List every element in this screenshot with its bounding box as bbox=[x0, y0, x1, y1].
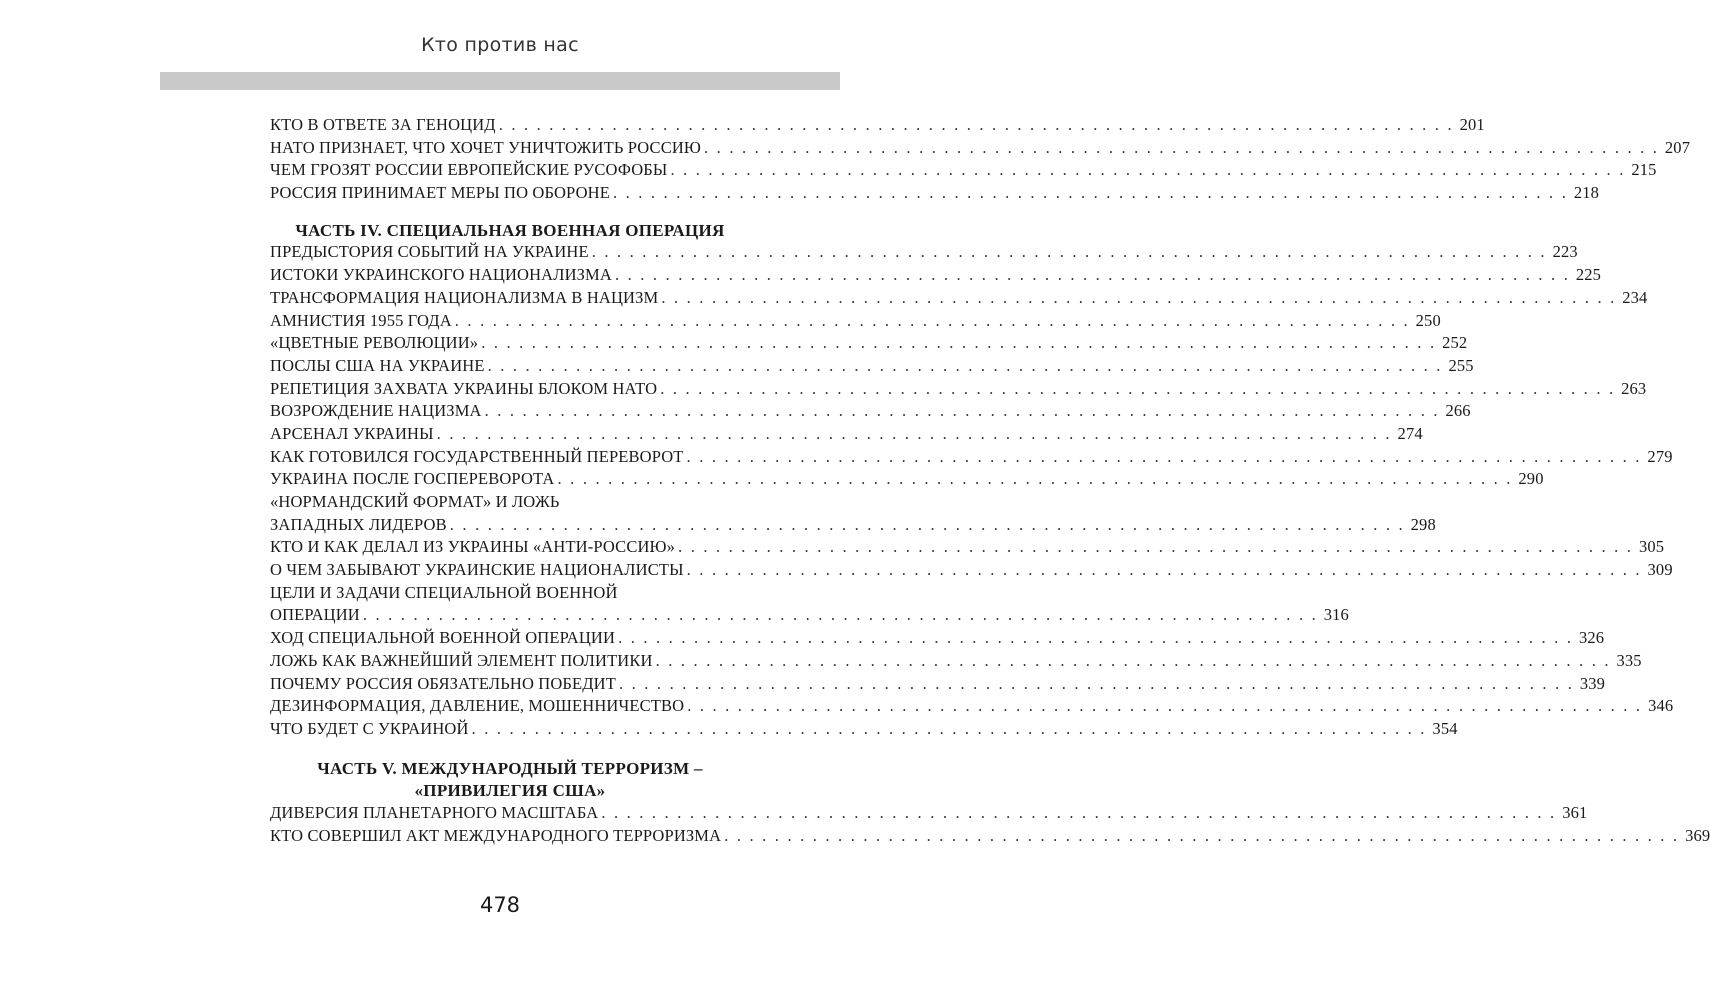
toc-entry-page: 234 bbox=[1622, 287, 1648, 307]
toc-entry-page: 225 bbox=[1575, 265, 1602, 285]
toc-entry-title: АРСЕНАЛ УКРАИНЫ bbox=[270, 423, 434, 443]
toc-entry-title: КТО СОВЕРШИЛ АКТ МЕЖДУНАРОДНОГО ТЕРРОРИЗМА bbox=[270, 825, 722, 845]
leader-dots bbox=[687, 560, 1642, 580]
toc-entry-title: ЛОЖЬ КАК ВАЖНЕЙШИЙ ЭЛЕМЕНТ ПОЛИТИКИ bbox=[270, 650, 653, 670]
toc-section-continued bbox=[270, 115, 1691, 206]
toc-entry-title: КТО В ОТВЕТЕ ЗА ГЕНОЦИД bbox=[270, 115, 496, 134]
toc-entry[interactable] bbox=[270, 514, 1436, 538]
toc-entry[interactable] bbox=[270, 378, 1647, 402]
running-head: Кто против нас bbox=[421, 34, 579, 56]
toc-entry-page: 326 bbox=[1578, 628, 1605, 648]
toc-entry-title: ПОЧЕМУ РОССИЯ ОБЯЗАТЕЛЬНО ПОБЕДИТ bbox=[270, 673, 616, 693]
part-4-entries bbox=[270, 242, 1673, 492]
toc-entry-title: ИСТОКИ УКРАИНСКОГО НАЦИОНАЛИЗМА bbox=[270, 265, 612, 285]
toc-entry-title: ПРЕДЫСТОРИЯ СОБЫТИЙ НА УКРАИНЕ bbox=[270, 242, 589, 262]
toc-entry-title: «ЦВЕТНЫЕ РЕВОЛЮЦИИ» bbox=[270, 333, 479, 353]
leader-dots bbox=[618, 628, 1573, 648]
part-5-entries bbox=[270, 802, 1710, 848]
toc-entry-page: 316 bbox=[1323, 605, 1349, 625]
toc-entry-title: ДИВЕРСИЯ ПЛАНЕТАРНОГО МАСШТАБА bbox=[270, 802, 599, 822]
leader-dots bbox=[661, 288, 1616, 308]
leader-dots bbox=[488, 356, 1443, 376]
toc-entry-page: 250 bbox=[1415, 310, 1441, 330]
toc-entry[interactable] bbox=[270, 825, 1710, 849]
part-5-heading-line-1: ЧАСТЬ V. МЕЖДУНАРОДНЫЙ ТЕРРОРИЗМ – bbox=[317, 758, 703, 778]
toc-entry[interactable] bbox=[270, 242, 1578, 265]
leader-dots bbox=[670, 160, 1625, 180]
toc-entry-title: АМНИСТИЯ 1955 ГОДА bbox=[270, 310, 452, 330]
toc-entry[interactable] bbox=[270, 802, 1588, 826]
toc-entry[interactable] bbox=[270, 628, 1605, 651]
leader-dots bbox=[472, 719, 1427, 739]
toc-entry-page: 354 bbox=[1432, 718, 1458, 738]
leader-dots bbox=[619, 674, 1574, 694]
toc-entry-page: 201 bbox=[1459, 115, 1485, 134]
toc-entry-title: ВОЗРОЖДЕНИЕ НАЦИЗМА bbox=[270, 401, 482, 421]
toc-entry-page: 255 bbox=[1448, 355, 1474, 375]
toc-entry-title: ОПЕРАЦИИ bbox=[270, 605, 360, 625]
part-4-entries bbox=[270, 537, 1673, 582]
part-4-entries bbox=[270, 628, 1674, 741]
toc-entry[interactable] bbox=[270, 183, 1600, 206]
toc-entry-page: 369 bbox=[1685, 825, 1710, 845]
toc-entry[interactable] bbox=[270, 355, 1474, 379]
toc-entry-page: 266 bbox=[1445, 401, 1471, 421]
leader-dots bbox=[437, 424, 1392, 444]
leader-dots bbox=[660, 379, 1615, 399]
toc-entry-title: «НОРМАНДСКИЙ ФОРМАТ» И ЛОЖЬ bbox=[270, 492, 560, 512]
table-of-contents bbox=[270, 115, 1710, 848]
toc-entry-title: ХОД СПЕЦИАЛЬНОЙ ВОЕННОЙ ОПЕРАЦИИ bbox=[270, 628, 616, 648]
toc-entry-page: 305 bbox=[1638, 537, 1665, 557]
leader-dots bbox=[592, 242, 1547, 262]
toc-entry-title: ЧЕМ ГРОЗЯТ РОССИИ ЕВРОПЕЙСКИЕ РУСОФОБЫ bbox=[270, 160, 668, 180]
toc-entry-title: УКРАИНА ПОСЛЕ ГОСПЕРЕВОРОТА bbox=[270, 469, 555, 489]
leader-dots bbox=[485, 401, 1440, 421]
toc-entry-title: РЕПЕТИЦИЯ ЗАХВАТА УКРАИНЫ БЛОКОМ НАТО bbox=[270, 378, 658, 398]
toc-entry[interactable] bbox=[270, 446, 1673, 470]
leader-dots bbox=[455, 311, 1410, 331]
toc-entry[interactable] bbox=[270, 469, 1544, 492]
toc-entry-title: ТРАНСФОРМАЦИЯ НАЦИОНАЛИЗМА В НАЦИЗМ bbox=[270, 287, 659, 307]
toc-entry[interactable] bbox=[270, 605, 1349, 628]
page-number: 478 bbox=[479, 893, 521, 917]
leader-dots bbox=[724, 826, 1679, 846]
toc-entry-page: 223 bbox=[1552, 242, 1578, 262]
toc-entry[interactable] bbox=[270, 492, 750, 515]
toc-entry[interactable] bbox=[270, 537, 1665, 560]
toc-entry-title: КАК ГОТОВИЛСЯ ГОСУДАРСТВЕННЫЙ ПЕРЕВОРОТ bbox=[270, 446, 684, 466]
leader-dots bbox=[363, 605, 1318, 625]
toc-entry[interactable] bbox=[270, 718, 1458, 742]
toc-entry[interactable] bbox=[270, 265, 1602, 288]
leader-dots bbox=[615, 265, 1570, 285]
toc-entry-page: 361 bbox=[1562, 802, 1588, 822]
leader-dots bbox=[558, 469, 1513, 489]
toc-entry-title: ПОСЛЫ США НА УКРАИНЕ bbox=[270, 355, 485, 375]
toc-entry[interactable] bbox=[270, 560, 1673, 583]
toc-entry[interactable] bbox=[270, 423, 1423, 447]
leader-dots bbox=[678, 537, 1633, 557]
toc-entry[interactable] bbox=[270, 673, 1606, 697]
toc-entry[interactable] bbox=[270, 650, 1642, 674]
part-5-heading-line-2: «ПРИВИЛЕГИЯ США» bbox=[414, 781, 606, 801]
toc-entry[interactable] bbox=[270, 287, 1648, 311]
toc-entry[interactable] bbox=[270, 401, 1471, 424]
toc-entry-page: 279 bbox=[1647, 446, 1673, 466]
header-bar bbox=[160, 72, 840, 90]
toc-entry[interactable] bbox=[270, 160, 1657, 183]
leader-dots bbox=[450, 515, 1405, 535]
toc-entry-page: 207 bbox=[1664, 137, 1691, 157]
leader-dots bbox=[613, 183, 1568, 203]
toc-entry[interactable] bbox=[270, 583, 750, 606]
leader-dots bbox=[499, 115, 1454, 135]
leader-dots bbox=[704, 138, 1659, 158]
toc-entry-title: ЗАПАДНЫХ ЛИДЕРОВ bbox=[270, 514, 447, 534]
leader-dots bbox=[687, 447, 1642, 467]
toc-entry-title: РОССИЯ ПРИНИМАЕТ МЕРЫ ПО ОБОРОНЕ bbox=[270, 183, 610, 203]
toc-entry-page: 215 bbox=[1631, 160, 1657, 180]
toc-entry-page: 290 bbox=[1518, 469, 1544, 489]
toc-entry-title: ЧТО БУДЕТ С УКРАИНОЙ bbox=[270, 718, 469, 738]
toc-entry[interactable] bbox=[270, 137, 1691, 161]
leader-dots bbox=[656, 651, 1611, 671]
toc-entry-title: КТО И КАК ДЕЛАЛ ИЗ УКРАИНЫ «АНТИ-РОССИЮ» bbox=[270, 537, 676, 557]
toc-entry-page: 252 bbox=[1442, 333, 1468, 353]
toc-entry-title: НАТО ПРИЗНАЕТ, ЧТО ХОЧЕТ УНИЧТОЖИТЬ РОССИЮ bbox=[270, 137, 702, 157]
toc-entry-page: 274 bbox=[1397, 423, 1423, 443]
toc-entry-title: О ЧЕМ ЗАБЫВАЮТ УКРАИНСКИЕ НАЦИОНАЛИСТЫ bbox=[270, 560, 684, 580]
toc-entry-page: 346 bbox=[1648, 696, 1674, 716]
toc-entry-page: 339 bbox=[1579, 673, 1606, 693]
toc-entry-page: 298 bbox=[1410, 514, 1436, 534]
leader-dots bbox=[601, 803, 1556, 823]
leader-dots bbox=[481, 333, 1436, 353]
toc-entry-title: ДЕЗИНФОРМАЦИЯ, ДАВЛЕНИЕ, МОШЕННИЧЕСТВО bbox=[270, 696, 685, 716]
toc-entry-page: 263 bbox=[1621, 378, 1647, 398]
toc-entry-page: 335 bbox=[1616, 650, 1642, 670]
toc-entry[interactable] bbox=[270, 333, 1468, 356]
toc-entry[interactable] bbox=[270, 310, 1441, 334]
toc-entry[interactable] bbox=[270, 696, 1674, 719]
leader-dots bbox=[687, 696, 1642, 716]
part-4-heading: ЧАСТЬ IV. СПЕЦИАЛЬНАЯ ВОЕННАЯ ОПЕРАЦИЯ bbox=[295, 220, 725, 240]
toc-entry-page: 309 bbox=[1647, 560, 1673, 580]
toc-entry-page: 218 bbox=[1573, 183, 1600, 203]
toc-entry-title: ЦЕЛИ И ЗАДАЧИ СПЕЦИАЛЬНОЙ ВОЕННОЙ bbox=[270, 582, 618, 602]
toc-entry[interactable] bbox=[270, 115, 1485, 138]
